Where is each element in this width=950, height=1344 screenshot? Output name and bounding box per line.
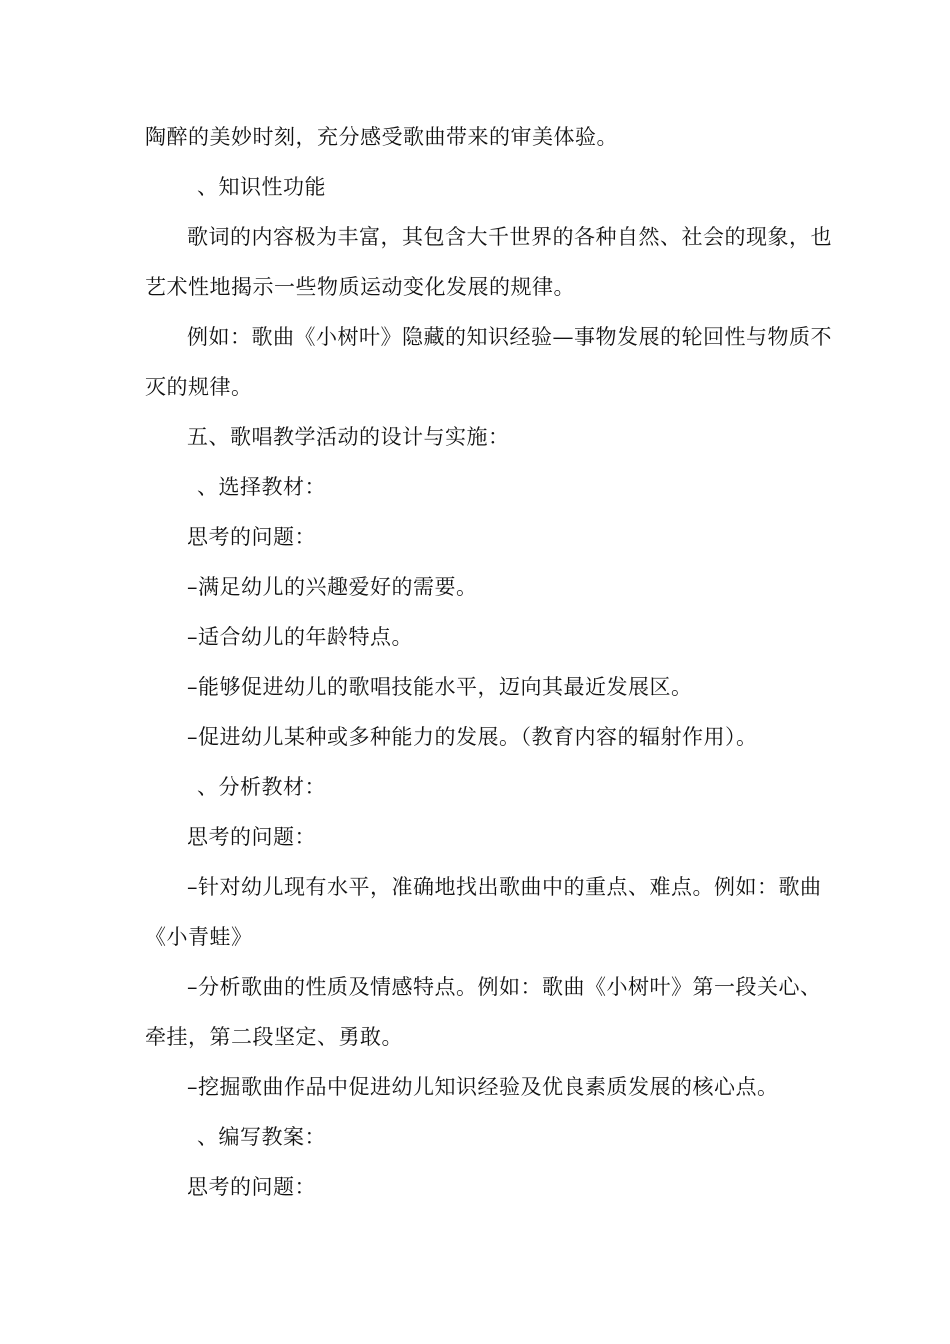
paragraph-line: 《小青蛙》 bbox=[145, 925, 253, 949]
section-heading: 、知识性功能 bbox=[197, 175, 326, 199]
section-heading: 五、歌唱教学活动的设计与实施： bbox=[187, 425, 510, 449]
list-item: –适合幼儿的年龄特点。 bbox=[187, 625, 413, 649]
list-item: –能够促进幼儿的歌唱技能水平，迈向其最近发展区。 bbox=[187, 675, 693, 699]
subsection-heading: 、分析教材： bbox=[197, 775, 326, 799]
subsection-heading: 、选择教材： bbox=[197, 475, 326, 499]
list-item: –挖掘歌曲作品中促进幼儿知识经验及优良素质发展的核心点。 bbox=[187, 1075, 779, 1099]
paragraph-line: 歌词的内容极为丰富，其包含大千世界的各种自然、社会的现象，也 bbox=[187, 225, 832, 249]
paragraph-line: 艺术性地揭示一些物质运动变化发展的规律。 bbox=[145, 275, 575, 299]
list-item: –分析歌曲的性质及情感特点。例如：歌曲《小树叶》第一段关心、 bbox=[187, 975, 822, 999]
paragraph-line: 思考的问题： bbox=[187, 1175, 316, 1199]
list-item: –促进幼儿某种或多种能力的发展。（教育内容的辐射作用）。 bbox=[187, 725, 758, 749]
paragraph-line: 例如：歌曲《小树叶》隐藏的知识经验—事物发展的轮回性与物质不 bbox=[187, 325, 832, 349]
paragraph-line: 牵挂，第二段坚定、勇敢。 bbox=[145, 1025, 403, 1049]
list-item: –满足幼儿的兴趣爱好的需要。 bbox=[187, 575, 478, 599]
list-item: –针对幼儿现有水平，准确地找出歌曲中的重点、难点。例如：歌曲 bbox=[187, 875, 822, 899]
paragraph-line: 思考的问题： bbox=[187, 525, 316, 549]
paragraph-line: 灭的规律。 bbox=[145, 375, 253, 399]
paragraph-line: 思考的问题： bbox=[187, 825, 316, 849]
paragraph-line: 陶醉的美妙时刻，充分感受歌曲带来的审美体验。 bbox=[145, 125, 618, 149]
subsection-heading: 、编写教案： bbox=[197, 1125, 326, 1149]
